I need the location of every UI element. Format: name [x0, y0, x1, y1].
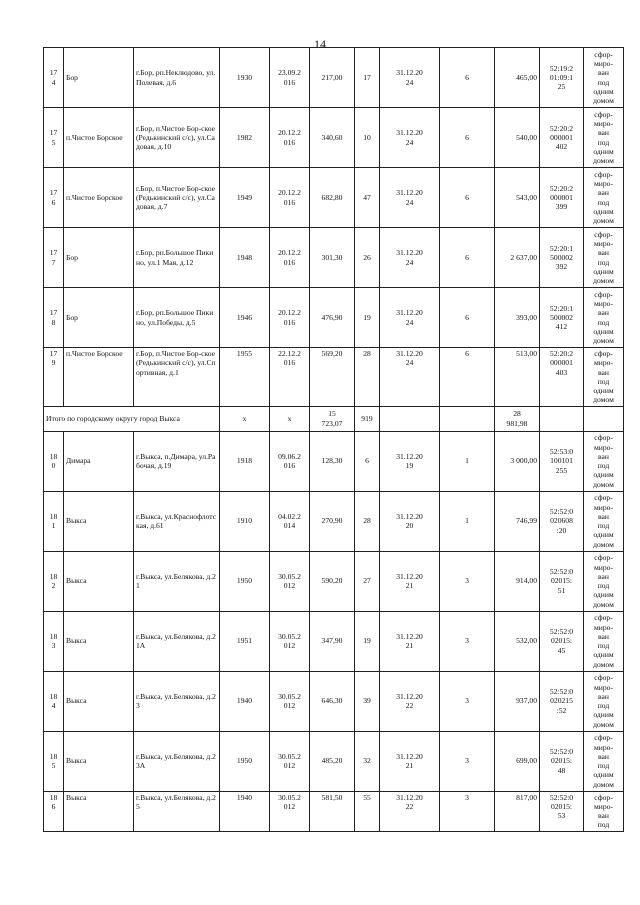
subtotal-residents: 919 — [355, 406, 380, 431]
locality-cell: Димара — [64, 431, 134, 491]
residents-count-cell: 6 — [355, 431, 380, 491]
locality-cell: Выкса — [64, 551, 134, 611]
priority-stage-cell: 6 — [440, 108, 495, 168]
cadastral-number-cell: 52:52:0 02015: 45 — [540, 611, 584, 671]
emergency-date-cell: 20.12.2 016 — [270, 228, 310, 288]
table-row — [44, 551, 624, 611]
registry-rows-top — [44, 48, 624, 407]
emergency-date-cell: 20.12.2 016 — [270, 108, 310, 168]
land-status-cell: сфор- миро- ван под одним домом — [584, 491, 624, 551]
land-status-cell: сфор- миро- ван под одним домом — [584, 48, 624, 108]
living-area-cell: 569,20 — [310, 348, 355, 407]
housing-registry-table — [43, 47, 624, 832]
resettlement-deadline-cell: 31.12.20 24 — [380, 228, 440, 288]
table-row — [44, 431, 624, 491]
locality-cell: Бор — [64, 48, 134, 108]
living-area-cell: 476,90 — [310, 288, 355, 348]
row-number-cell: 18 5 — [44, 731, 64, 791]
resettlement-deadline-cell: 31.12.20 24 — [380, 288, 440, 348]
priority-stage-cell: 6 — [440, 48, 495, 108]
land-status-cell: сфор- миро- ван под одним домом — [584, 348, 624, 407]
emergency-date-cell: 22.12.2 016 — [270, 348, 310, 407]
table-row — [44, 228, 624, 288]
emergency-date-cell: 30.05.2 012 — [270, 671, 310, 731]
emergency-date-cell: 23.09.2 016 — [270, 48, 310, 108]
build-year-cell: 1918 — [220, 431, 270, 491]
table-row — [44, 491, 624, 551]
cadastral-number-cell: 52:52:0 02015: 53 — [540, 791, 584, 831]
locality-cell: Выкса — [64, 791, 134, 831]
priority-stage-cell: 3 — [440, 671, 495, 731]
table-row — [44, 108, 624, 168]
living-area-cell: 340,60 — [310, 108, 355, 168]
resettlement-deadline-cell: 31.12.20 22 — [380, 671, 440, 731]
cadastral-cost-cell: 699,00 — [495, 731, 540, 791]
row-number-cell: 17 5 — [44, 108, 64, 168]
subtotal-area: 15 723,07 — [310, 406, 355, 431]
locality-cell: Выкса — [64, 671, 134, 731]
locality-cell: Выкса — [64, 731, 134, 791]
table-row — [44, 48, 624, 108]
residents-count-cell: 26 — [355, 228, 380, 288]
cadastral-number-cell: 52:20:1 500002 412 — [540, 288, 584, 348]
living-area-cell: 270,90 — [310, 491, 355, 551]
emergency-date-cell: 30.05.2 012 — [270, 791, 310, 831]
address-cell: г.Выкса, ул.Белякова, д.21А — [134, 611, 220, 671]
land-status-cell: сфор- миро- ван под одним домом — [584, 288, 624, 348]
locality-cell: п.Чистое Борское — [64, 108, 134, 168]
row-number-cell: 18 0 — [44, 431, 64, 491]
subtotal-section — [44, 406, 624, 431]
table-row — [44, 791, 624, 831]
subtotal-empty-method — [584, 406, 624, 431]
land-status-cell: сфор- миро- ван под одним домом — [584, 731, 624, 791]
row-number-cell: 17 9 — [44, 348, 64, 407]
resettlement-deadline-cell: 31.12.20 20 — [380, 491, 440, 551]
resettlement-deadline-cell: 31.12.20 24 — [380, 348, 440, 407]
land-status-cell: сфор- миро- ван под одним домом — [584, 431, 624, 491]
row-number-cell: 18 1 — [44, 491, 64, 551]
cadastral-cost-cell: 746,99 — [495, 491, 540, 551]
priority-stage-cell: 3 — [440, 791, 495, 831]
address-cell: г.Бор, рп.Большое Пикино, ул.1 Мая, д.12 — [134, 228, 220, 288]
residents-count-cell: 55 — [355, 791, 380, 831]
land-status-cell: сфор- миро- ван под одним домом — [584, 671, 624, 731]
address-cell: г.Выкса, ул.Краснофлотская, д.61 — [134, 491, 220, 551]
locality-cell: Бор — [64, 288, 134, 348]
emergency-date-cell: 30.05.2 012 — [270, 551, 310, 611]
build-year-cell: 1948 — [220, 228, 270, 288]
table-row — [44, 671, 624, 731]
cadastral-number-cell: 52:52:0 020215 :52 — [540, 671, 584, 731]
row-number-cell: 17 6 — [44, 168, 64, 228]
locality-cell: Бор — [64, 228, 134, 288]
resettlement-deadline-cell: 31.12.20 24 — [380, 48, 440, 108]
resettlement-deadline-cell: 31.12.20 21 — [380, 551, 440, 611]
address-cell: г.Бор, рп.Неклюдово, ул.Полевая, д.6 — [134, 48, 220, 108]
priority-stage-cell: 6 — [440, 288, 495, 348]
land-status-cell: сфор- миро- ван под — [584, 791, 624, 831]
living-area-cell: 217,00 — [310, 48, 355, 108]
priority-stage-cell: 6 — [440, 228, 495, 288]
address-cell: г.Бор, п.Чистое Бор-ское (Редькинский с/с), ул.Садовая, д.10 — [134, 108, 220, 168]
page-number: 14 — [314, 37, 326, 51]
build-year-cell: 1940 — [220, 791, 270, 831]
build-year-cell: 1949 — [220, 168, 270, 228]
table-row — [44, 348, 624, 407]
locality-cell: Выкса — [64, 491, 134, 551]
table-row — [44, 168, 624, 228]
residents-count-cell: 39 — [355, 671, 380, 731]
subtotal-year-x: х — [220, 406, 270, 431]
address-cell: г.Выкса, ул.Белякова, д.23А — [134, 731, 220, 791]
build-year-cell: 1951 — [220, 611, 270, 671]
table-row — [44, 731, 624, 791]
cadastral-cost-cell: 532,00 — [495, 611, 540, 671]
subtotal-row — [44, 406, 624, 431]
land-status-cell: сфор- миро- ван под одним домом — [584, 551, 624, 611]
emergency-date-cell: 20.12.2 016 — [270, 288, 310, 348]
land-status-cell: сфор- миро- ван под одним домом — [584, 108, 624, 168]
registry-rows-bottom — [44, 431, 624, 831]
build-year-cell: 1910 — [220, 491, 270, 551]
row-number-cell: 18 3 — [44, 611, 64, 671]
cadastral-number-cell: 52:20:1 500002 392 — [540, 228, 584, 288]
build-year-cell: 1955 — [220, 348, 270, 407]
land-status-cell: сфор- миро- ван под одним домом — [584, 228, 624, 288]
priority-stage-cell: 6 — [440, 348, 495, 407]
living-area-cell: 581,50 — [310, 791, 355, 831]
address-cell: г.Выкса, п.Димара, ул.Рабочая, д.19 — [134, 431, 220, 491]
cadastral-cost-cell: 3 000,00 — [495, 431, 540, 491]
address-cell: г.Бор, п.Чистое Бор-ское (Редькинский с/с), ул.Садовая, д.7 — [134, 168, 220, 228]
row-number-cell: 17 8 — [44, 288, 64, 348]
address-cell: г.Бор, рп.Большое Пикино, ул.Победы, д.5 — [134, 288, 220, 348]
cadastral-cost-cell: 540,00 — [495, 108, 540, 168]
living-area-cell: 485,20 — [310, 731, 355, 791]
cadastral-number-cell: 52:20:2 000001 399 — [540, 168, 584, 228]
build-year-cell: 1950 — [220, 731, 270, 791]
row-number-cell: 17 4 — [44, 48, 64, 108]
resettlement-deadline-cell: 31.12.20 24 — [380, 168, 440, 228]
build-year-cell: 1930 — [220, 48, 270, 108]
emergency-date-cell: 30.05.2 012 — [270, 731, 310, 791]
residents-count-cell: 28 — [355, 491, 380, 551]
priority-stage-cell: 6 — [440, 168, 495, 228]
subtotal-label: Итого по городскому округу город Выкса — [44, 406, 220, 431]
residents-count-cell: 19 — [355, 611, 380, 671]
cadastral-number-cell: 52:20:2 000001 402 — [540, 108, 584, 168]
locality-cell: п.Чистое Борское — [64, 348, 134, 407]
row-number-cell: 18 2 — [44, 551, 64, 611]
address-cell: г.Выкса, ул.Белякова, д.21 — [134, 551, 220, 611]
resettlement-deadline-cell: 31.12.20 21 — [380, 731, 440, 791]
cadastral-number-cell: 52:20:2 000001 403 — [540, 348, 584, 407]
priority-stage-cell: 1 — [440, 431, 495, 491]
address-cell: г.Выкса, ул.Белякова, д.25 — [134, 791, 220, 831]
living-area-cell: 590,20 — [310, 551, 355, 611]
subtotal-empty-cadastral — [540, 406, 584, 431]
cadastral-cost-cell: 543,00 — [495, 168, 540, 228]
cadastral-number-cell: 52:52:0 02015: 51 — [540, 551, 584, 611]
residents-count-cell: 19 — [355, 288, 380, 348]
living-area-cell: 646,30 — [310, 671, 355, 731]
cadastral-number-cell: 52:52:0 020608 :20 — [540, 491, 584, 551]
cadastral-cost-cell: 513,00 — [495, 348, 540, 407]
land-status-cell: сфор- миро- ван под одним домом — [584, 611, 624, 671]
build-year-cell: 1940 — [220, 671, 270, 731]
build-year-cell: 1950 — [220, 551, 270, 611]
subtotal-empty-priority — [440, 406, 495, 431]
address-cell: г.Бор, п.Чистое Бор-ское (Редькинский с/с), ул.Спортивная, д.1 — [134, 348, 220, 407]
living-area-cell: 347,90 — [310, 611, 355, 671]
table-row — [44, 288, 624, 348]
priority-stage-cell: 1 — [440, 491, 495, 551]
subtotal-date-x: х — [270, 406, 310, 431]
priority-stage-cell: 3 — [440, 731, 495, 791]
living-area-cell: 301,30 — [310, 228, 355, 288]
emergency-date-cell: 20.12.2 016 — [270, 168, 310, 228]
cadastral-number-cell: 52:53:0 100101 255 — [540, 431, 584, 491]
residents-count-cell: 27 — [355, 551, 380, 611]
resettlement-deadline-cell: 31.12.20 22 — [380, 791, 440, 831]
locality-cell: Выкса — [64, 611, 134, 671]
resettlement-deadline-cell: 31.12.20 19 — [380, 431, 440, 491]
resettlement-deadline-cell: 31.12.20 21 — [380, 611, 440, 671]
emergency-date-cell: 09.06.2 016 — [270, 431, 310, 491]
cadastral-cost-cell: 465,00 — [495, 48, 540, 108]
resettlement-deadline-cell: 31.12.20 24 — [380, 108, 440, 168]
cadastral-cost-cell: 2 637,00 — [495, 228, 540, 288]
priority-stage-cell: 3 — [440, 611, 495, 671]
build-year-cell: 1982 — [220, 108, 270, 168]
locality-cell: п.Чистое Борское — [64, 168, 134, 228]
living-area-cell: 128,30 — [310, 431, 355, 491]
row-number-cell: 18 4 — [44, 671, 64, 731]
subtotal-cost: 28 981,98 — [495, 406, 540, 431]
build-year-cell: 1946 — [220, 288, 270, 348]
row-number-cell: 17 7 — [44, 228, 64, 288]
cadastral-cost-cell: 393,00 — [495, 288, 540, 348]
residents-count-cell: 28 — [355, 348, 380, 407]
cadastral-number-cell: 52:52:0 02015: 48 — [540, 731, 584, 791]
row-number-cell: 18 6 — [44, 791, 64, 831]
residents-count-cell: 47 — [355, 168, 380, 228]
cadastral-cost-cell: 937,00 — [495, 671, 540, 731]
land-status-cell: сфор- миро- ван под одним домом — [584, 168, 624, 228]
cadastral-cost-cell: 914,00 — [495, 551, 540, 611]
residents-count-cell: 32 — [355, 731, 380, 791]
priority-stage-cell: 3 — [440, 551, 495, 611]
living-area-cell: 682,80 — [310, 168, 355, 228]
cadastral-number-cell: 52:19:2 01:09:1 25 — [540, 48, 584, 108]
table-row — [44, 611, 624, 671]
emergency-date-cell: 04.02.2 014 — [270, 491, 310, 551]
address-cell: г.Выкса, ул.Белякова, д.23 — [134, 671, 220, 731]
residents-count-cell: 17 — [355, 48, 380, 108]
emergency-date-cell: 30.05.2 012 — [270, 611, 310, 671]
subtotal-empty-deadline — [380, 406, 440, 431]
cadastral-cost-cell: 817,00 — [495, 791, 540, 831]
residents-count-cell: 10 — [355, 108, 380, 168]
